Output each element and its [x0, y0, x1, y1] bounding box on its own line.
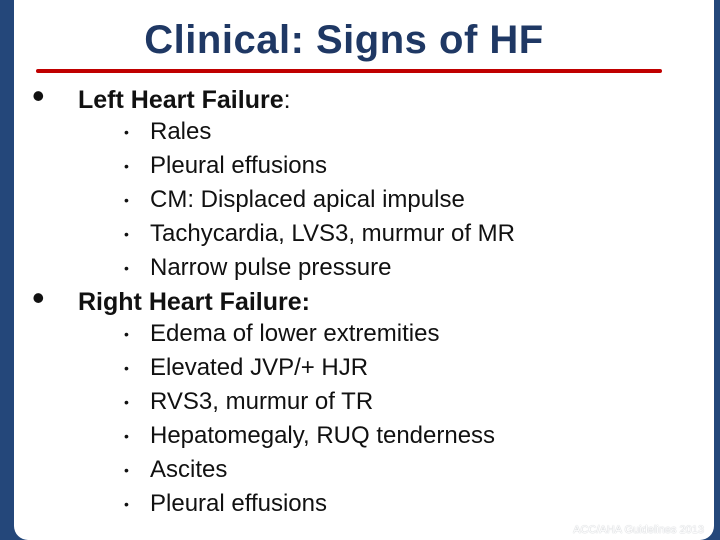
- section-heading-left-hf: [32, 75, 678, 116]
- title-underline: [36, 69, 662, 73]
- list-item: [124, 150, 710, 182]
- list-item-text: Pleural effusions: [150, 490, 327, 517]
- list-item: [124, 454, 710, 486]
- section-heading-suffix: :: [283, 86, 291, 114]
- bullet-icon: •: [124, 360, 129, 376]
- slide: [14, 0, 714, 540]
- list-item: [124, 386, 710, 418]
- list-item-text: CM: Displaced apical impulse: [150, 186, 465, 213]
- list-item: [124, 488, 710, 520]
- list-item-text: Hepatomegaly, RUQ tenderness: [150, 422, 496, 449]
- list-item-text: Rales: [150, 118, 212, 145]
- list-item: [124, 252, 710, 284]
- section-heading-right-hf: [32, 277, 678, 318]
- bullet-icon: •: [124, 124, 129, 140]
- bullet-icon: •: [124, 326, 129, 342]
- list-item-text: Edema of lower extremities: [150, 320, 440, 347]
- list-item: [124, 420, 710, 452]
- bullet-icon: •: [124, 462, 129, 478]
- list-item: [124, 116, 710, 148]
- list-item-text: RVS3, murmur of TR: [150, 388, 374, 415]
- list-item: [124, 318, 710, 350]
- bullet-icon: •: [124, 496, 129, 512]
- list-item: [124, 352, 710, 384]
- citation: ACC/AHA Guidelines 2013: [573, 524, 704, 536]
- list-item-text: Elevated JVP/+ HJR: [150, 354, 369, 381]
- list-item: [124, 218, 710, 250]
- list-item: [124, 184, 710, 216]
- bullet-icon: •: [124, 192, 129, 208]
- list-item-text: Pleural effusions: [150, 152, 327, 179]
- slide-title: Clinical: Signs of HF: [144, 18, 544, 62]
- bullet-icon: •: [124, 226, 129, 242]
- section-heading-text: Right Heart Failure:: [78, 288, 310, 316]
- bullet-icon: •: [124, 428, 129, 444]
- list-item-text: Tachycardia, LVS3, murmur of MR: [150, 220, 516, 247]
- bullet-icon: •: [32, 277, 45, 318]
- bullet-icon: •: [124, 158, 129, 174]
- list-item-text: Narrow pulse pressure: [150, 254, 392, 281]
- section-heading-text: Left Heart Failure: [78, 86, 284, 114]
- list-item-text: Ascites: [150, 456, 228, 483]
- bullet-icon: •: [32, 75, 45, 116]
- bullet-icon: •: [124, 260, 129, 276]
- bullet-icon: •: [124, 394, 129, 410]
